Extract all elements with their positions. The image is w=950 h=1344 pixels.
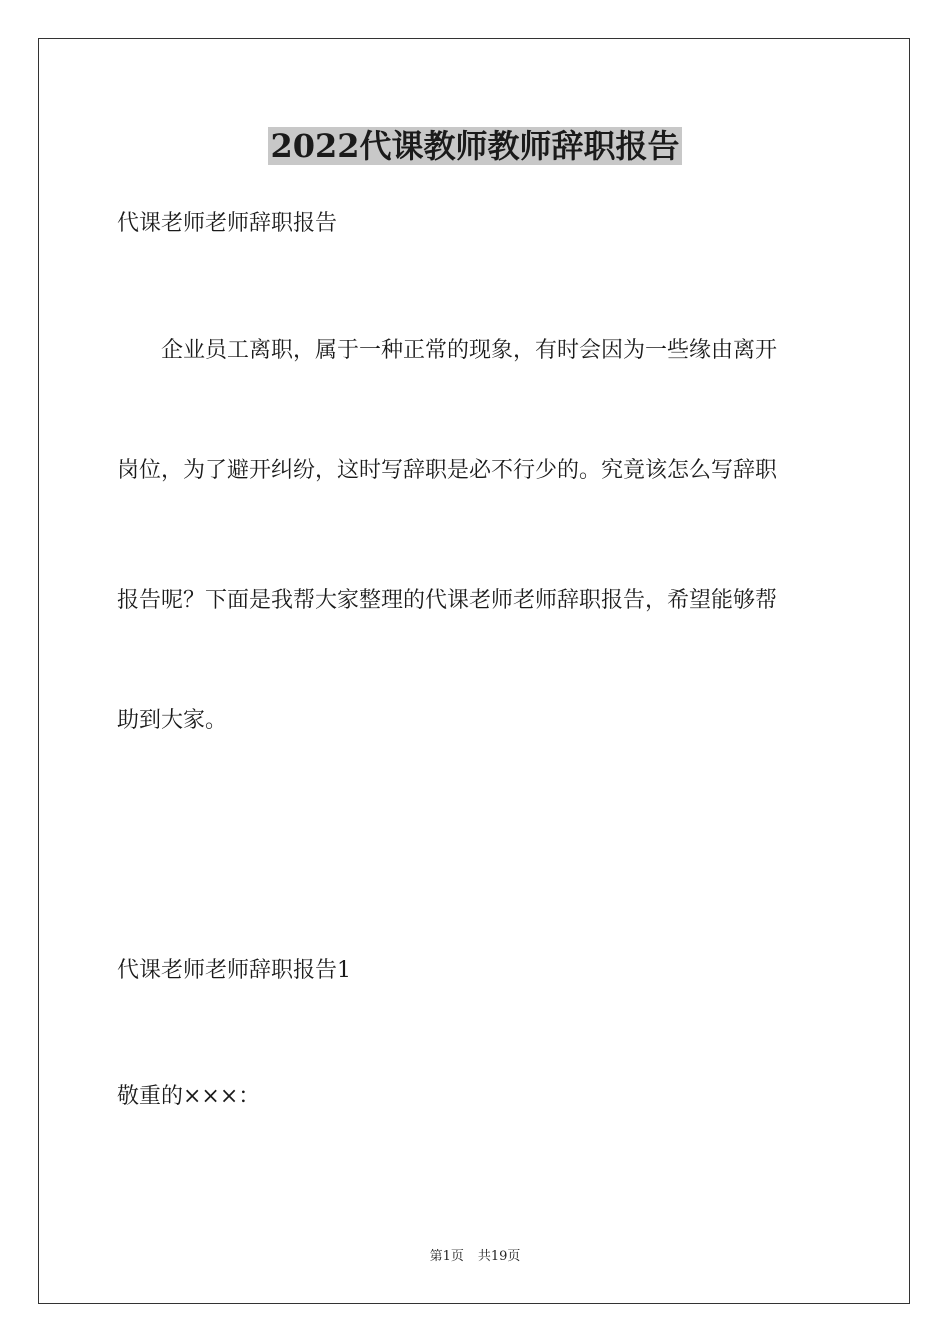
intro-line-4: 助到大家。: [117, 708, 228, 733]
intro-line-1: 企业员工离职，属于一种正常的现象，有时会因为一些缘由离开: [161, 338, 778, 363]
document-subtitle: 代课老师老师辞职报告: [117, 211, 338, 236]
page-total: 共19页: [477, 1249, 521, 1264]
salutation: 敬重的×××：: [117, 1084, 261, 1109]
page-footer: [0, 1248, 950, 1266]
document-title-text: 2022代课教师教师辞职报告: [270, 127, 680, 165]
page-number: 第1页: [429, 1249, 464, 1264]
intro-line-2: 岗位，为了避开纠纷，这时写辞职是必不行少的。究竟该怎么写辞职: [117, 458, 778, 483]
section-heading: 代课老师老师辞职报告1: [117, 958, 351, 983]
document-title: [0, 124, 950, 168]
intro-line-3: 报告呢？下面是我帮大家整理的代课老师老师辞职报告，希望能够帮: [117, 588, 778, 613]
